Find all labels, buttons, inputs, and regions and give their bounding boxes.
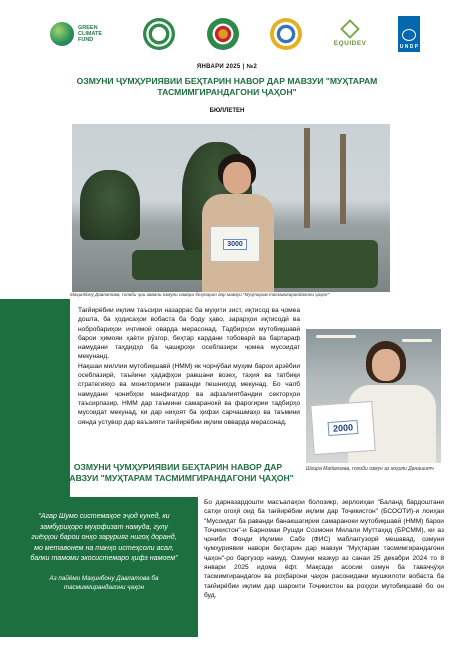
- undp-logo-text: U N D P: [399, 44, 419, 50]
- certificate-number: 2000: [328, 420, 359, 436]
- partner-logos: [50, 14, 420, 54]
- gcf-logo-text: GREEN CLIMATE FUND: [78, 25, 103, 43]
- tree-shape: [80, 170, 140, 240]
- equidev-logo: [334, 22, 367, 47]
- issue-date: ЯНВАРИ 2025 | №2: [196, 64, 258, 70]
- hedge-shape: [268, 240, 378, 288]
- photo-1-caption: Маҳинбону Давлатова, ғолиби ҷои аввали озмуни навори беҳтарин дар мавзуи "Муҳтарам тасмимгирандагони ҷаҳон": [70, 292, 330, 297]
- tree-trunk: [340, 134, 346, 224]
- winner-photo-2: [306, 329, 441, 463]
- quote-text: "Агар Шумо системаҳое эҷод кунед, ки замбуриҳоро муҳофизат намуда, гулу гиёҳҳои барои онҳо зарурияг нигоҳ доранд, мо метавонем на танҳо истеҳсоли асал, балки тамоми экосистемаро ҳифз намоем": [30, 512, 178, 563]
- certificate: [310, 401, 375, 455]
- photo-2-caption: Шоира Мадалиева, ғолиби озмун аз ноҳияи Данашитч: [306, 466, 434, 472]
- certificate-number: 3000: [223, 239, 247, 250]
- section-title: ОЗМУНИ ҶУМҲУРИЯВИИ БЕҲТАРИН НАВОР ДАР МАВЗУИ "МУҲТАРАМ ТАСМИМГИРАНДАГОНИ ҶАҲОН": [62, 462, 294, 483]
- quote-box: [0, 497, 198, 637]
- main-title: ОЗМУНИ ҶУМҲУРИЯВИИ БЕҲТАРИН НАВОР ДАР МАВЗУИ "МУҲТАРАМ ТАСМИМГИРАНДАГОНИ ҶАҲОН": [76, 76, 378, 97]
- contest-paragraph: Бо дарназардошти масъалаҳои болозикр, зерлоиҳаи "Баланд бардоштани сатҳи огоҳӣ оид ба тағйирёбии иқлим дар Тоҷикистон" (БСООТИ)-и лоиҳаи "Мусоидат ба раванди банакшагирии самараноки мутобиқшавӣ (НММ) барои Тоҷикистон"-и Барномаи Рушди Созмони Милали Муттаҳид (БРСММ), ки аз ҷониби Фонди Иқлими Сабз (ФИС) маблағгузорӣ мешавад, озмуни ҷумҳуриявии навори беҳтарин дар мавзуи "Муҳтарам тасмимгирандагони ҷаҳон"-ро баргузор намуд. Озмуни мазкур аз санаи 25 декабри 2024 то 8 январи 2025 идома ёфт. Мақсади асосии озмун ба таваҷҷӯҳи тасмимгирандагон ва роҳбарони ҷаҳон расонидани мушкилоти вобаста ба тағйирёбии иқлим дар шароити Тоҷикистон ва роҳҳои мутобиқшавӣ бо он буд.: [204, 499, 444, 599]
- face-shape: [223, 162, 251, 194]
- bulletin-label: БЮЛЛЕТЕН: [209, 108, 245, 114]
- equidev-diamond-icon: [340, 19, 360, 39]
- green-climate-fund-logo: [50, 22, 112, 46]
- agency-seal-logo: [270, 18, 302, 50]
- equidev-logo-text: EQUIDEV: [333, 39, 367, 47]
- winner-figure: [200, 154, 276, 292]
- gcf-globe-icon: [50, 22, 74, 46]
- tree-trunk: [304, 128, 310, 228]
- face-shape: [372, 349, 400, 381]
- undp-globe-icon: [402, 29, 416, 41]
- tajikistan-emblem-logo: [207, 18, 239, 50]
- ceiling-light: [316, 335, 356, 338]
- winner-photo-1: [72, 124, 390, 292]
- quote-attribution: Аз пайёми Маҳинбону Давлатова ба тасмимгирандагони ҷаҳон: [49, 574, 159, 591]
- certificate: [210, 226, 260, 262]
- committee-seal-logo: [143, 18, 175, 50]
- undp-logo: [398, 16, 420, 52]
- intro-paragraph: Тағйирёбии иқлим таъсири назаррас ба муҳити зист, иқтисод ва ҷомеа дошта, ба ҳодисаҳои вобаста ба боду ҳаво, зарарҳои иқтисодӣ ва нобробариҳои иҷтимоӣ оварда мерасонад. Тадбирҳои мутобиқшавӣ барои ҳимояи ҳаёти рӯзгор, беҳтар кардани тобоварӣ ва бартараф намудани таҳдидҳо ба ҷашқроҳи осебпазири ҷомеа мусоидат мекунанд. Нақшаи миллии мутобиқшавӣ (НММ) як чорчӯбаи муҳим барои арзёбии осебпазирӣ, таъйини ҳадафҳои равшани возеҳ, таҳия ва татбиқи стратегияҳо ва мониторинги раванди пешниҳод мекунад. Бо чалб намудани ҷонибҳои манфиатдор ва афзалиятбандии секторҳои таъсирпазир, НММ дар таъмини самаранокӣ ва фарогирии тадбирҳо мусоидат мекунад, ки дар ниҳоят ба ҳифзи сарчашмаҳо ва таъмини оянда устувор дар ваъзияти тағйирёбии иқлим овварда мерасонад.: [78, 307, 300, 426]
- ceiling-light: [402, 339, 432, 342]
